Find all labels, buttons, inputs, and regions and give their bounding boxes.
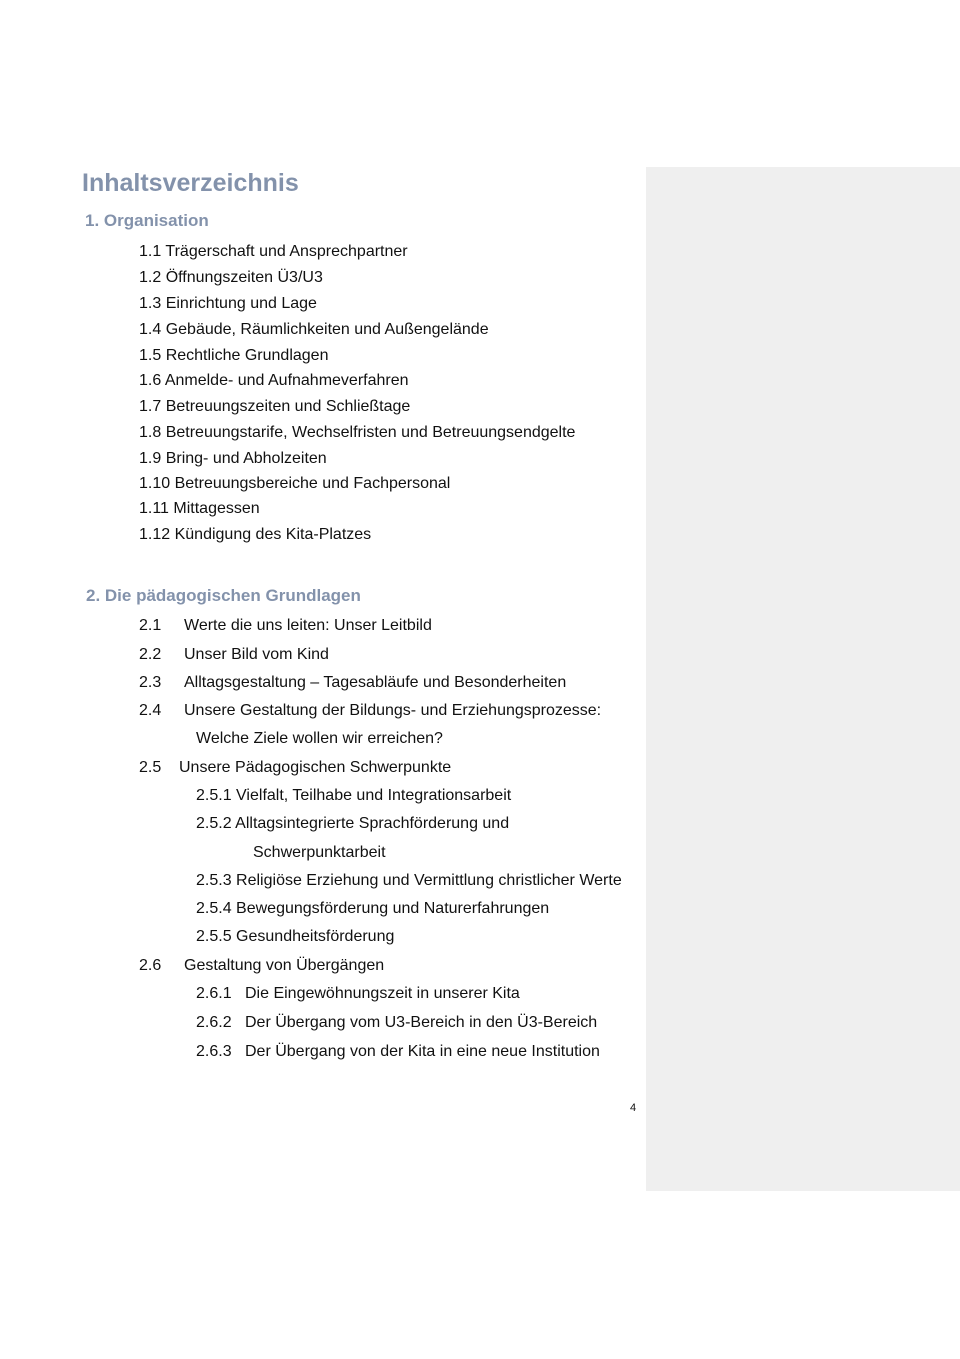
toc-entry-continuation: Schwerpunktarbeit bbox=[253, 844, 386, 861]
toc-entry-text: Unsere Gestaltung der Bildungs- und Erziehungsprozesse: bbox=[184, 702, 602, 719]
toc-entry-text: Gebäude, Räumlichkeiten und Außengelände bbox=[165, 321, 489, 338]
toc-entry-text: Bring- und Abholzeiten bbox=[165, 450, 327, 467]
toc-entry[interactable] bbox=[139, 346, 328, 366]
toc-entry-text: Anmelde- und Aufnahmeverfahren bbox=[164, 372, 409, 389]
toc-entry-text: Betreuungstarife, Wechselfristen und Betreuungsendgelte bbox=[165, 424, 576, 441]
toc-entry[interactable] bbox=[139, 320, 489, 340]
toc-entry-number: 1.9 bbox=[139, 450, 162, 467]
toc-entry[interactable] bbox=[196, 927, 394, 947]
toc-entry-text: Betreuungsbereiche und Fachpersonal bbox=[174, 475, 451, 492]
toc-entry[interactable] bbox=[139, 616, 432, 636]
toc-entry-number: 1.8 bbox=[139, 424, 162, 441]
toc-entry[interactable] bbox=[139, 371, 409, 391]
toc-title: Inhaltsverzeichnis bbox=[82, 169, 299, 197]
toc-entry-text: Gesundheitsförderung bbox=[236, 928, 395, 945]
toc-entry-number: 2.5.2 bbox=[196, 815, 232, 832]
page-number: 4 bbox=[630, 1102, 637, 1114]
toc-entry-text: Religiöse Erziehung und Vermittlung christlicher Werte bbox=[236, 872, 622, 889]
toc-entry[interactable] bbox=[139, 474, 450, 494]
toc-entry[interactable] bbox=[139, 242, 408, 262]
toc-entry-text: Der Übergang von der Kita in eine neue Institution bbox=[245, 1043, 600, 1060]
toc-entry[interactable] bbox=[139, 956, 384, 976]
toc-entry-text: Gestaltung von Übergängen bbox=[184, 957, 385, 974]
toc-entry-text: Öffnungszeiten Ü3/U3 bbox=[165, 269, 323, 286]
toc-entry[interactable] bbox=[139, 758, 451, 778]
toc-entry-number: 1.6 bbox=[139, 372, 162, 389]
toc-entry-text: Mittagessen bbox=[173, 500, 260, 517]
toc-entry-text: Trägerschaft und Ansprechpartner bbox=[165, 243, 408, 260]
toc-entry-number: 2.5 bbox=[139, 759, 162, 776]
toc-entry-text: Der Übergang vom U3-Bereich in den Ü3-Bereich bbox=[245, 1014, 598, 1031]
toc-entry-text: Die Eingewöhnungszeit in unserer Kita bbox=[245, 985, 520, 1002]
toc-entry-number: 2.6.1 bbox=[196, 985, 232, 1002]
toc-entry-number: 2.6.2 bbox=[196, 1014, 232, 1031]
toc-entry[interactable] bbox=[139, 525, 371, 545]
toc-entry-number: 1.3 bbox=[139, 295, 162, 312]
toc-entry-text: Kündigung des Kita-Platzes bbox=[174, 526, 372, 543]
toc-entry[interactable] bbox=[196, 899, 549, 919]
toc-entry-number: 1.11 bbox=[139, 500, 169, 517]
toc-entry[interactable] bbox=[139, 673, 566, 693]
toc-entry[interactable] bbox=[196, 1042, 600, 1062]
toc-entry-number: 2.5.1 bbox=[196, 787, 232, 804]
toc-entry-number: 2.5.4 bbox=[196, 900, 232, 917]
toc-entry-number: 2.3 bbox=[139, 674, 162, 691]
toc-entry-text: Unsere Pädagogischen Schwerpunkte bbox=[179, 759, 452, 776]
toc-entry[interactable] bbox=[196, 814, 509, 834]
toc-entry-text: Vielfalt, Teilhabe und Integrationsarbeit bbox=[236, 787, 512, 804]
toc-entry-number: 2.2 bbox=[139, 646, 162, 663]
toc-entry-number: 1.5 bbox=[139, 347, 162, 364]
toc-entry[interactable] bbox=[139, 397, 410, 417]
toc-entry-number: 1.12 bbox=[139, 526, 171, 543]
toc-entry[interactable] bbox=[139, 499, 260, 519]
toc-entry-number: 1.10 bbox=[139, 475, 171, 492]
toc-entry-number: 2.6 bbox=[139, 957, 162, 974]
toc-entry-text: Unser Bild vom Kind bbox=[184, 646, 329, 663]
toc-entry[interactable] bbox=[139, 268, 323, 288]
section-heading-paedagogische-grundlagen: 2. Die pädagogischen Grundlagen bbox=[86, 586, 361, 605]
toc-entry[interactable] bbox=[196, 871, 622, 891]
toc-entry-number: 1.1 bbox=[139, 243, 162, 260]
toc-entry[interactable] bbox=[196, 984, 520, 1004]
toc-entry-number: 1.2 bbox=[139, 269, 162, 286]
comment-pane bbox=[646, 167, 960, 1191]
toc-entry[interactable] bbox=[139, 423, 575, 443]
toc-entry-number: 2.5.5 bbox=[196, 928, 232, 945]
toc-entry-text: Betreuungszeiten und Schließtage bbox=[165, 398, 411, 415]
toc-entry-text: Bewegungsförderung und Naturerfahrungen bbox=[236, 900, 550, 917]
toc-entry[interactable] bbox=[139, 645, 329, 665]
toc-entry-text: Rechtliche Grundlagen bbox=[165, 347, 329, 364]
toc-entry-number: 2.1 bbox=[139, 617, 162, 634]
toc-entry-continuation: Welche Ziele wollen wir erreichen? bbox=[196, 730, 443, 747]
section-heading-organisation: 1. Organisation bbox=[85, 211, 209, 230]
toc-entry-text: Werte die uns leiten: Unser Leitbild bbox=[184, 617, 432, 634]
toc-entry[interactable] bbox=[139, 294, 317, 314]
toc-entry-text: Alltagsintegrierte Sprachförderung und bbox=[235, 815, 510, 832]
toc-entry[interactable] bbox=[196, 786, 511, 806]
toc-entry-number: 2.4 bbox=[139, 702, 162, 719]
toc-entry[interactable] bbox=[196, 1013, 597, 1033]
toc-entry-number: 2.6.3 bbox=[196, 1043, 232, 1060]
toc-entry-number: 2.5.3 bbox=[196, 872, 232, 889]
toc-entry-text: Einrichtung und Lage bbox=[165, 295, 317, 312]
toc-entry-number: 1.7 bbox=[139, 398, 162, 415]
toc-entry-number: 1.4 bbox=[139, 321, 162, 338]
toc-entry[interactable] bbox=[139, 449, 327, 469]
toc-entry[interactable] bbox=[139, 701, 601, 721]
toc-entry-text: Alltagsgestaltung – Tagesabläufe und Besonderheiten bbox=[184, 674, 567, 691]
